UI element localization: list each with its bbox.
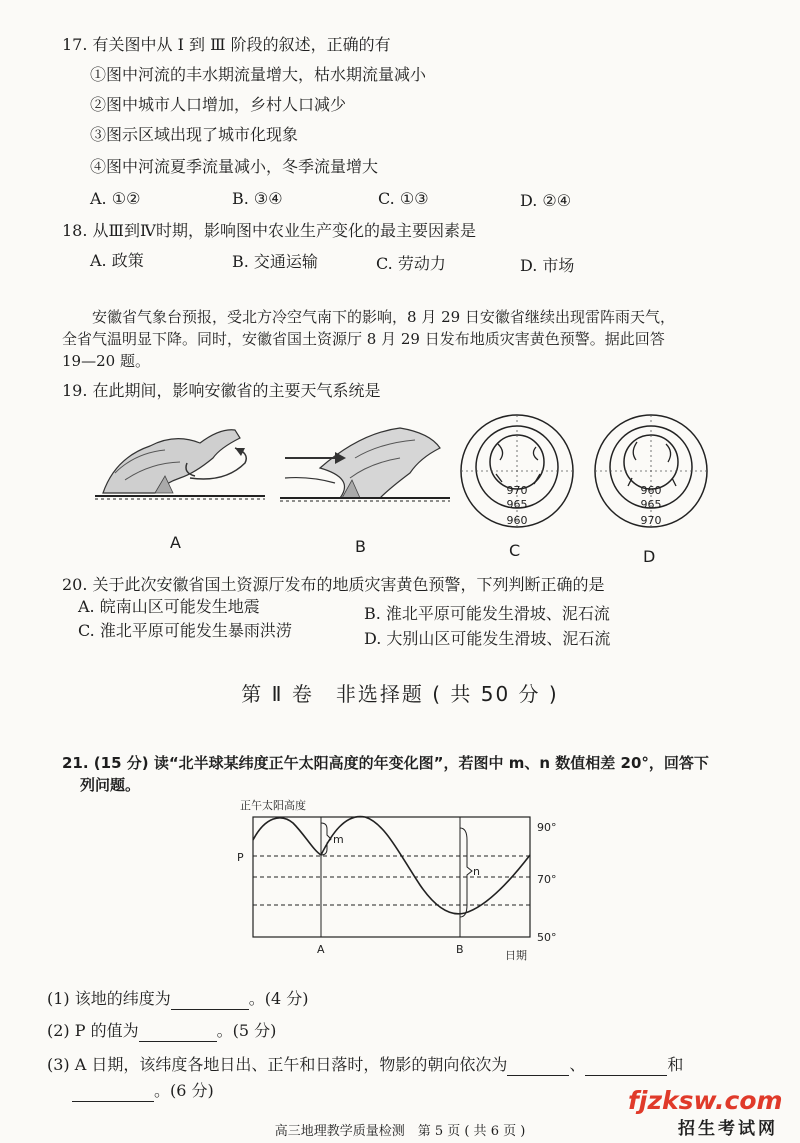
figure-d-label: D xyxy=(643,547,656,566)
q21-part-3-and: 和 xyxy=(667,1055,684,1074)
q17-option-c: C. ①③ xyxy=(378,189,429,208)
figure-d-isobars xyxy=(592,412,710,530)
figure-b-warm-front xyxy=(280,418,455,508)
q21-part-1 xyxy=(47,988,309,1010)
figure-c-isobars xyxy=(458,412,576,530)
q21-part-2-text: (2) P 的值为 xyxy=(47,1021,139,1040)
chart-title: 正午太阳高度 xyxy=(240,799,306,812)
q21-part-2 xyxy=(47,1020,276,1042)
q18-option-b: B. 交通运输 xyxy=(232,252,318,271)
section-title: 第 Ⅱ 卷 非选择题 ( 共 50 分 ) xyxy=(241,682,559,706)
chart-label-m: m xyxy=(333,833,344,846)
q21-part-3-blank-2[interactable] xyxy=(585,1059,667,1076)
q21-part-3-blank-1[interactable] xyxy=(507,1059,569,1076)
q19-stem: 19. 在此期间，影响安徽省的主要天气系统是 xyxy=(62,381,381,400)
q18-stem: 18. 从Ⅲ到Ⅳ时期，影响图中农业生产变化的最主要因素是 xyxy=(62,221,476,240)
q17-option-a: A. ①② xyxy=(90,189,141,208)
q21-part-3-text: (3) A 日期，该纬度各地日出、正午和日落时，物影的朝向依次为 xyxy=(47,1055,508,1074)
figure-d-isobar-inner: 960 xyxy=(640,484,662,497)
chart-bracket-n xyxy=(460,828,472,917)
chart-label-p: P xyxy=(237,851,244,864)
q21-part-3-cont xyxy=(72,1080,214,1102)
chart-ytick-70: 70° xyxy=(537,873,557,886)
q20-option-b: B. 淮北平原可能发生滑坡、泥石流 xyxy=(364,604,610,623)
passage-line-2: 全省气温明显下降。同时，安徽省国土资源厅 8 月 29 日发布地质灾害黄色预警。据此回答 xyxy=(62,330,665,348)
q21-part-2-score: 。(5 分) xyxy=(216,1021,277,1040)
q21-part-2-blank[interactable] xyxy=(139,1025,217,1042)
figure-d-isobar-middle: 965 xyxy=(640,498,662,511)
figure-a-label: A xyxy=(170,533,181,552)
q20-option-d: D. 大别山区可能发生滑坡、泥石流 xyxy=(364,629,611,648)
figure-c-isobar-inner: 970 xyxy=(506,484,528,497)
q20-option-c: C. 淮北平原可能发生暴雨洪涝 xyxy=(78,621,292,640)
q17-option-b: B. ③④ xyxy=(232,189,283,208)
q17-statement-4: ④图中河流夏季流量减小，冬季流量增大 xyxy=(90,157,379,176)
q17-statement-3: ③图示区域出现了城市化现象 xyxy=(90,125,299,144)
q17-statement-1: ①图中河流的丰水期流量增大，枯水期流量减小 xyxy=(90,65,427,84)
chart-label-n: n xyxy=(473,865,480,878)
watermark-site: fjzksw.com xyxy=(628,1086,783,1115)
chart-xlabel-b: B xyxy=(456,943,464,956)
figure-c-isobar-outer: 960 xyxy=(506,514,528,527)
chart-ytick-50: 50° xyxy=(537,931,557,944)
figure-c-isobar-middle: 965 xyxy=(506,498,528,511)
q20-option-a: A. 皖南山区可能发生地震 xyxy=(78,597,260,616)
chart-xlabel-a: A xyxy=(317,943,325,956)
q17-statement-2: ②图中城市人口增加，乡村人口减少 xyxy=(90,95,347,114)
chart-series-line xyxy=(253,817,530,914)
sun-altitude-chart xyxy=(225,795,580,980)
figure-c-label: C xyxy=(509,541,521,560)
figure-d-isobar-outer: 970 xyxy=(640,514,662,527)
q21-part-1-blank[interactable] xyxy=(171,993,249,1010)
q17-stem: 17. 有关图中从 Ⅰ 到 Ⅲ 阶段的叙述，正确的有 xyxy=(62,35,391,54)
q21-part-1-score: 。(4 分) xyxy=(248,989,309,1008)
q21-part-3-score: 。(6 分) xyxy=(154,1081,214,1100)
q18-option-c: C. 劳动力 xyxy=(376,254,446,273)
q21-part-3-separator: 、 xyxy=(569,1055,586,1074)
page-footer: 高三地理教学质量检测 第 5 页 ( 共 6 页 ) xyxy=(274,1124,526,1139)
q20-stem: 20. 关于此次安徽省国土资源厅发布的地质灾害黄色预警，下列判断正确的是 xyxy=(62,575,605,594)
q21-part-3-blank-3[interactable] xyxy=(72,1085,154,1102)
passage-line-3: 19—20 题。 xyxy=(62,352,150,370)
q18-option-a: A. 政策 xyxy=(90,251,144,270)
q21-stem-line-1: 21. (15 分) 读“北半球某纬度正午太阳高度的年变化图”，若图中 m、n 数值相差 20°，回答下 xyxy=(62,754,709,772)
figure-b-label: B xyxy=(355,537,366,556)
q21-part-3 xyxy=(47,1054,683,1076)
chart-frame xyxy=(253,817,530,937)
passage-line-1: 安徽省气象台预报，受北方冷空气南下的影响，8 月 29 日安徽省继续出现雷阵雨天气， xyxy=(92,308,675,326)
q18-option-d: D. 市场 xyxy=(520,256,575,275)
chart-xaxis-label: 日期 xyxy=(505,949,527,962)
q17-option-d: D. ②④ xyxy=(520,191,572,210)
chart-ytick-90: 90° xyxy=(537,821,557,834)
watermark-cn: 招生考试网 xyxy=(678,1119,778,1139)
q21-part-1-text: (1) 该地的纬度为 xyxy=(47,989,171,1008)
figure-a-cold-front xyxy=(95,418,270,508)
q21-stem-line-2: 列问题。 xyxy=(80,776,141,794)
